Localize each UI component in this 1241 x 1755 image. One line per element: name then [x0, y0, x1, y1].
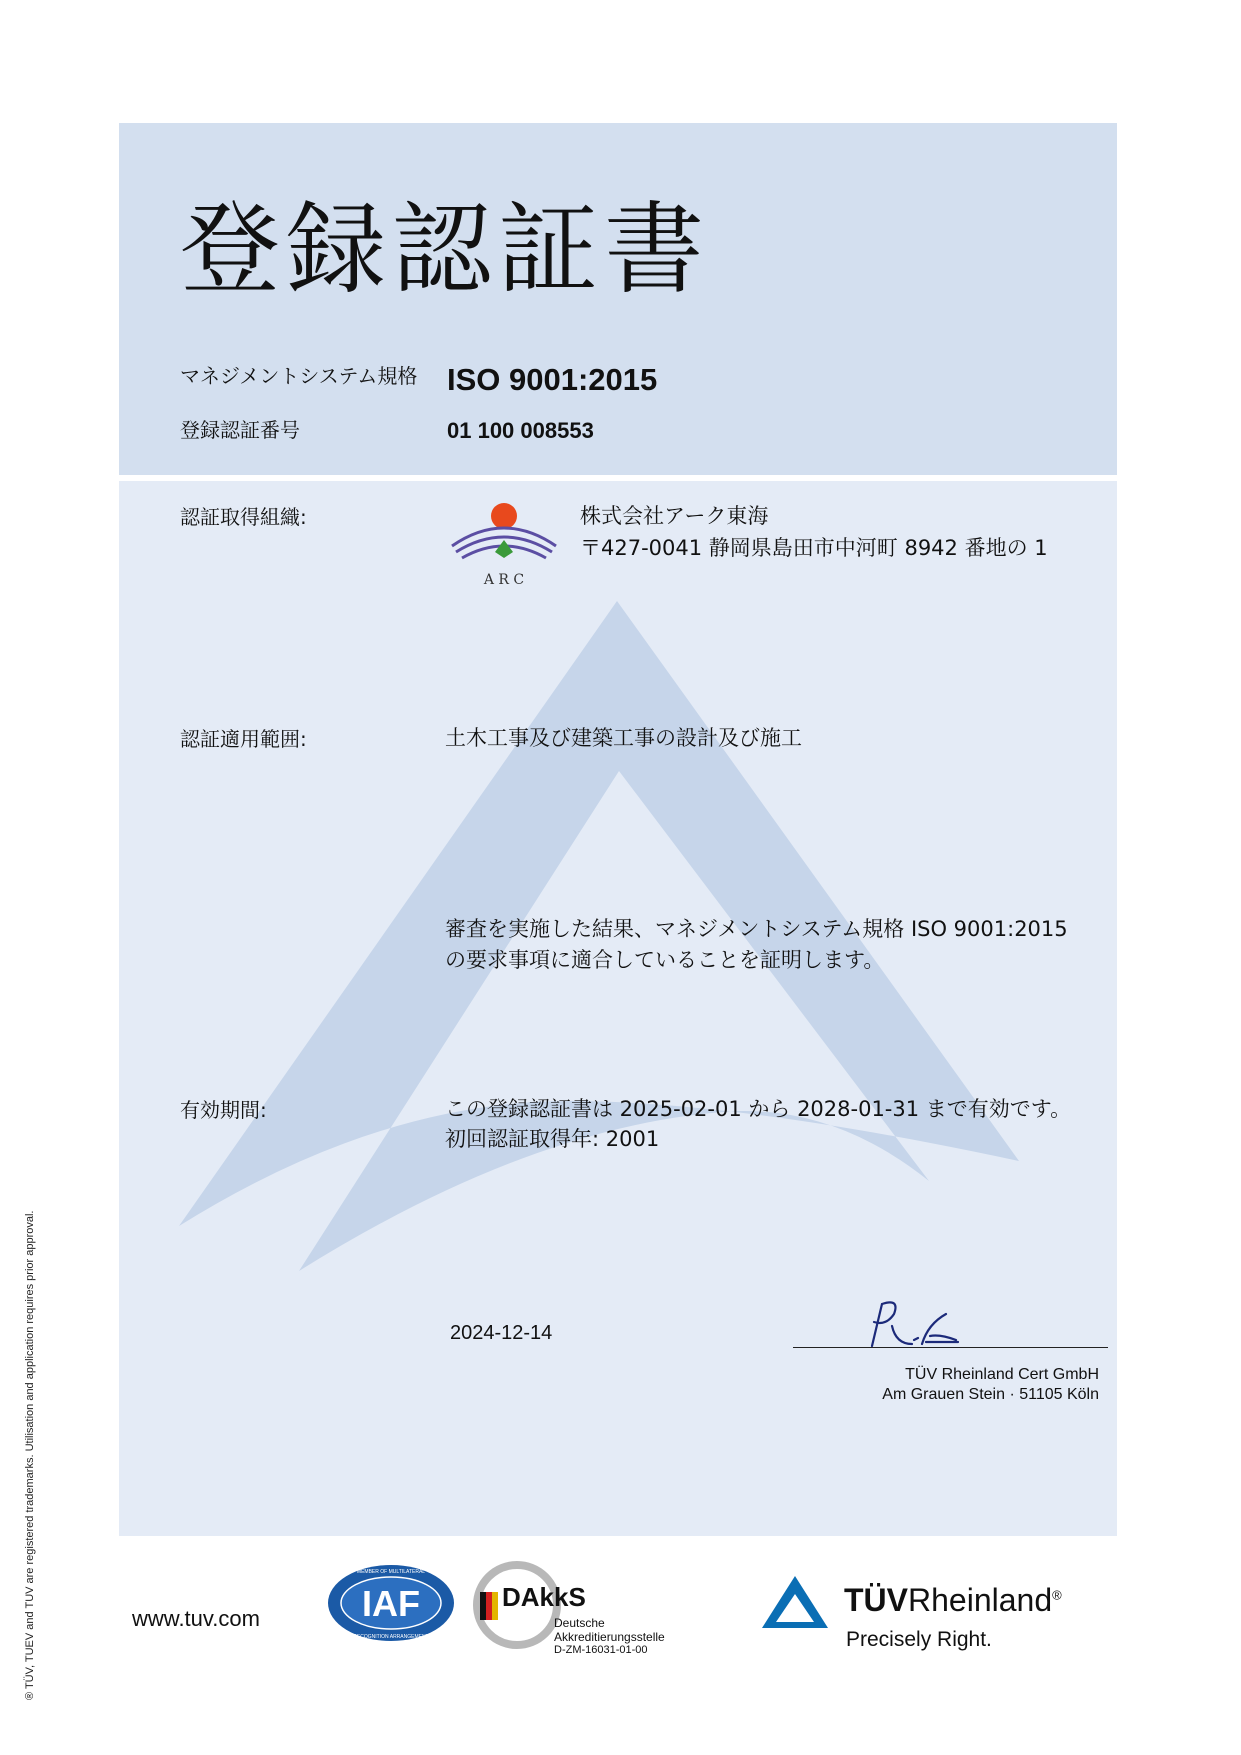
tuv-brand-regular: Rheinland [908, 1582, 1053, 1618]
signature [860, 1296, 960, 1351]
organization-address: 〒427-0041 静岡県島田市中河町 8942 番地の 1 [580, 536, 1048, 560]
svg-text:MEMBER OF MULTILATERAL: MEMBER OF MULTILATERAL [356, 1569, 426, 1575]
standard-value: ISO 9001:2015 [447, 362, 658, 397]
dakks-line-1: Deutsche [554, 1616, 605, 1630]
dakks-id: D-ZM-16031-01-00 [554, 1644, 648, 1656]
validity-line-2: 初回認証取得年: 2001 [445, 1127, 660, 1151]
issuer-address: Am Grauen Stein · 51105 Köln [882, 1386, 1099, 1403]
validity-label: 有効期間: [180, 1098, 267, 1122]
validity-line-1: この登録認証書は 2025-02-01 から 2028-01-31 まで有効です。 [445, 1097, 1072, 1121]
organization-label: 認証取得組織: [180, 505, 307, 529]
issue-date: 2024-12-14 [450, 1322, 553, 1344]
tuv-triangle-icon [760, 1574, 830, 1630]
issuer-name: TÜV Rheinland Cert GmbH [905, 1366, 1099, 1383]
trademark-note: ® TÜV, TUEV and TUV are registered trademarks. Utilisation and application requires prior approval. [24, 1210, 36, 1700]
standard-label: マネジメントシステム規格 [180, 364, 418, 388]
arc-company-logo [448, 500, 560, 590]
arc-logo-text: A R C [483, 572, 525, 588]
statement-line-1: 審査を実施した結果、マネジメントシステム規格 ISO 9001:2015 [445, 917, 1068, 941]
certificate-title: 登録認証書 [180, 191, 710, 308]
tuv-brand [844, 1582, 1062, 1619]
organization-name: 株式会社アーク東海 [580, 504, 769, 528]
dakks-line-2: Akkreditierungsstelle [554, 1630, 665, 1644]
iaf-text: IAF [362, 1583, 420, 1624]
scope-label: 認証適用範囲: [180, 727, 307, 751]
tuv-rheinland-logo [760, 1570, 1110, 1660]
signature-line [793, 1347, 1108, 1348]
tuv-registered-mark: ® [1052, 1587, 1062, 1603]
svg-text:RECOGNITION ARRANGEMENT: RECOGNITION ARRANGEMENT [353, 1634, 429, 1640]
registration-label: 登録認証番号 [180, 418, 300, 442]
tuv-slogan: Precisely Right. [846, 1628, 992, 1651]
scope-value: 土木工事及び建築工事の設計及び施工 [445, 726, 802, 750]
statement-line-2: の要求事項に適合していることを証明します。 [445, 948, 885, 972]
dakks-logo [472, 1560, 682, 1660]
website-link[interactable]: www.tuv.com [132, 1606, 260, 1631]
registration-value: 01 100 008553 [447, 418, 594, 443]
iaf-logo [326, 1563, 456, 1643]
tuv-brand-bold: TÜV [844, 1582, 908, 1618]
dakks-title: DAkkS [502, 1582, 586, 1612]
